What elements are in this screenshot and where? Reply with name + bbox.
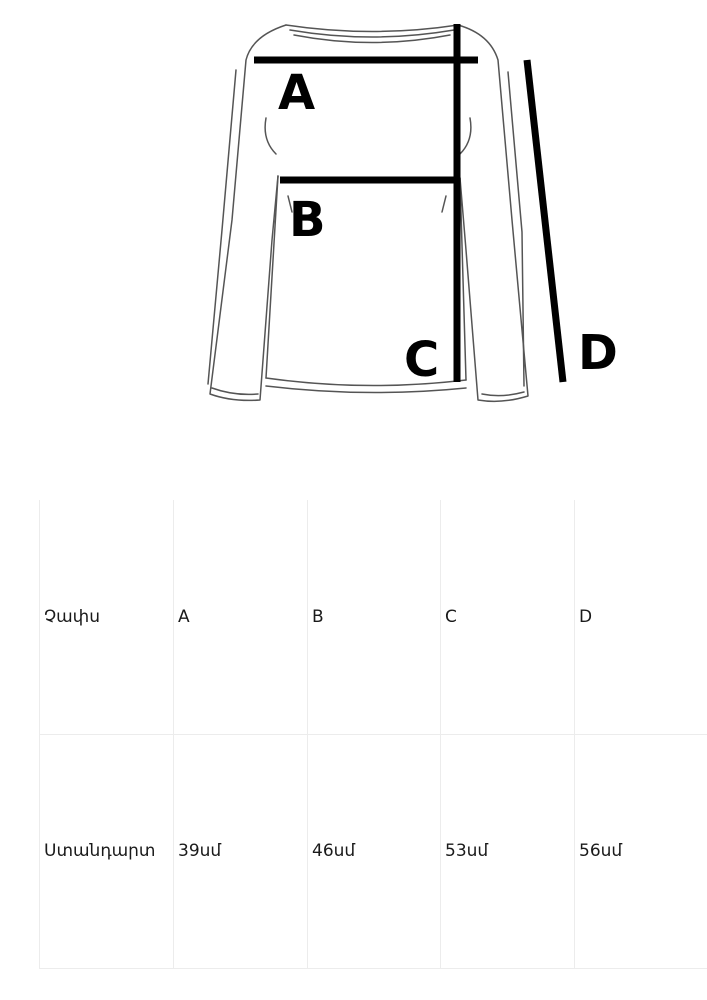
header-b: B (308, 500, 441, 734)
size-table (39, 500, 707, 969)
table-header-row (40, 500, 707, 734)
measure-line-d (527, 60, 563, 382)
header-size: Չափս (40, 500, 174, 734)
row-value-c: 53սմ (441, 734, 575, 968)
row-value-a: 39սմ (174, 734, 308, 968)
left-sleeve (210, 25, 286, 400)
label-d: D (578, 325, 618, 381)
left-body-side (266, 176, 278, 378)
header-c: C (441, 500, 575, 734)
row-size-name: Ստանդարտ (40, 734, 174, 968)
size-guide-diagram (0, 0, 707, 430)
garment-outline (208, 25, 528, 401)
left-armhole (265, 118, 276, 154)
header-d: D (575, 500, 707, 734)
right-armhole (460, 118, 471, 154)
neckline (286, 25, 458, 32)
row-value-b: 46սմ (308, 734, 441, 968)
table-row (40, 734, 707, 968)
label-b: B (289, 192, 326, 248)
label-c: C (404, 332, 440, 388)
row-value-d: 56սմ (575, 734, 707, 968)
header-a: A (174, 500, 308, 734)
long-sleeve-top-illustration (0, 0, 707, 430)
right-sleeve (458, 25, 528, 401)
label-a: A (278, 65, 316, 121)
